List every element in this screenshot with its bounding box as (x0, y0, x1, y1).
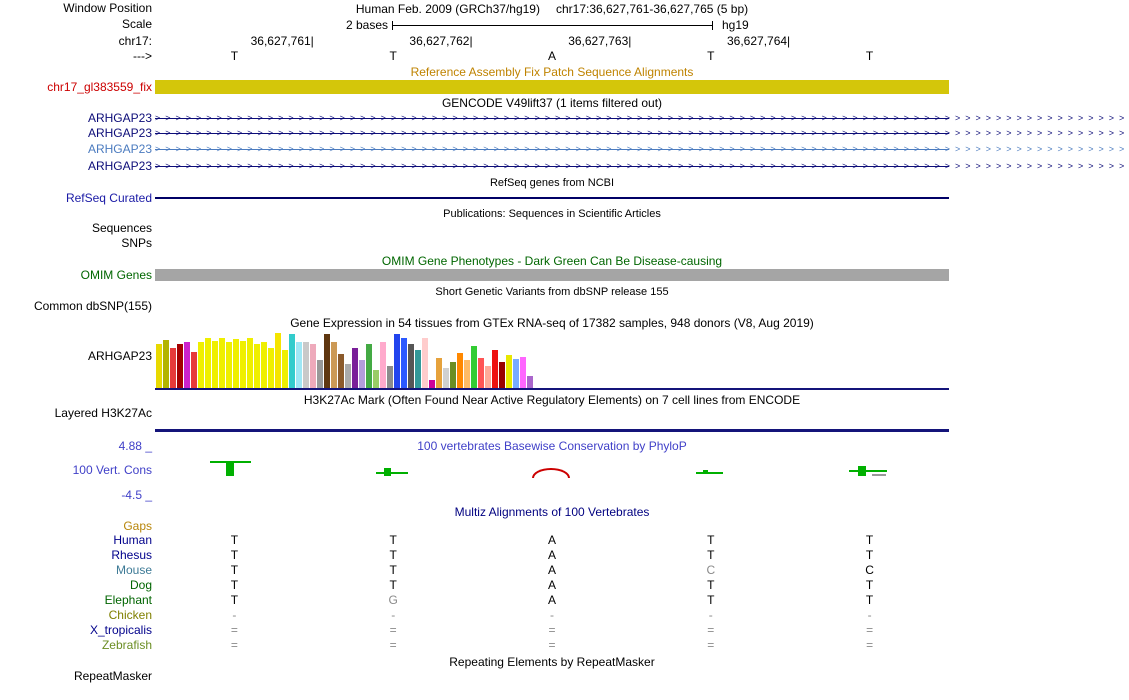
alignment-base: = (548, 638, 556, 652)
alignment-base: A (547, 578, 556, 592)
assembly-name: Human Feb. 2009 (GRCh37/hg19) (355, 2, 540, 16)
alignment-base: = (389, 623, 397, 637)
refseq-curated-label[interactable]: RefSeq Curated (65, 191, 152, 205)
gtex-bar[interactable] (366, 344, 372, 388)
coordinate-label: 36,627,763| (568, 34, 632, 48)
alignment-base: - (391, 608, 396, 622)
gencode-gene-label[interactable]: ARHGAP23 (87, 142, 152, 156)
gtex-bar[interactable] (247, 338, 253, 388)
gtex-bar[interactable] (226, 342, 232, 388)
gtex-bar[interactable] (520, 357, 526, 388)
alignment-base: G (388, 593, 398, 607)
fix-patch-label[interactable]: chr17_gl383559_fix (47, 80, 152, 94)
gtex-bar[interactable] (331, 342, 337, 388)
gtex-expression-chart[interactable] (156, 330, 533, 388)
h3k27ac-track-line[interactable] (155, 429, 949, 432)
alignment-base: T (230, 533, 239, 547)
omim-label[interactable]: OMIM Genes (80, 268, 152, 282)
reference-base: T (230, 49, 239, 63)
gtex-bar[interactable] (436, 358, 442, 388)
alignment-base: T (865, 548, 874, 562)
alignment-base: A (547, 548, 556, 562)
gtex-bar[interactable] (310, 344, 316, 388)
gencode-gene-label[interactable]: ARHGAP23 (87, 126, 152, 140)
scale-label: Scale (121, 17, 152, 31)
window-position-label: Window Position (63, 1, 152, 15)
reference-base: T (865, 49, 874, 63)
conservation-mark (696, 472, 723, 474)
gencode-transcript[interactable]: >>>>>>>>>>>>>>>>>>>>>>>>>>>>>>>>>>>>>>>>>>>>>>>>>>>>>>>>>>>>>>>>>>>>>>>>>>>>>>>>>>>>>>>>>>>>>>> (155, 128, 1129, 138)
refseq-title: RefSeq genes from NCBI (489, 177, 615, 189)
chrom-label: chr17: (118, 34, 152, 48)
alignment-base: - (867, 608, 872, 622)
species-label[interactable]: Human (113, 533, 152, 547)
refseq-track-line[interactable] (155, 197, 949, 199)
conservation-mark (849, 470, 887, 472)
alignment-base: = (866, 638, 874, 652)
multiz-title: Multiz Alignments of 100 Vertebrates (454, 505, 650, 519)
h3k27ac-label[interactable]: Layered H3K27Ac (54, 406, 152, 420)
alignment-base: T (865, 578, 874, 592)
coordinate-label: 36,627,761| (250, 34, 314, 48)
alignment-base: - (550, 608, 554, 622)
omim-bar[interactable] (155, 269, 949, 281)
scale-value: 2 bases (345, 18, 388, 32)
alignment-base: T (707, 548, 715, 562)
species-label[interactable]: Chicken (108, 608, 152, 622)
gtex-bar[interactable] (289, 334, 295, 388)
gtex-bar[interactable] (429, 380, 435, 388)
alignment-base: T (865, 533, 874, 547)
cons-max-label: 4.88 _ (118, 439, 152, 453)
gtex-bar[interactable] (352, 348, 358, 388)
species-label[interactable]: Rhesus (111, 548, 152, 562)
gtex-bar[interactable] (478, 358, 484, 388)
gtex-bar[interactable] (471, 346, 477, 388)
conservation-mark (858, 466, 866, 476)
species-label[interactable]: Elephant (104, 593, 152, 607)
publications-title: Publications: Sequences in Scientific Articles (443, 208, 661, 220)
gencode-gene-label[interactable]: ARHGAP23 (87, 159, 152, 173)
gtex-bar[interactable] (324, 334, 330, 388)
alignment-base: C (865, 563, 874, 577)
gtex-bar[interactable] (485, 366, 491, 388)
alignment-base: A (547, 593, 556, 607)
alignment-base: = (548, 623, 556, 637)
alignment-base: = (389, 638, 397, 652)
conservation-mark (872, 474, 886, 476)
conservation-mark (703, 470, 708, 474)
gencode-transcript[interactable]: >>>>>>>>>>>>>>>>>>>>>>>>>>>>>>>>>>>>>>>>>>>>>>>>>>>>>>>>>>>>>>>>>>>>>>>>>>>>>>>>>>>>>>>>>>>>>>> (155, 144, 1129, 154)
coordinate-label: 36,627,764| (727, 34, 791, 48)
gtex-bar[interactable] (261, 342, 267, 388)
alignment-base: T (865, 593, 874, 607)
gtex-bar[interactable] (219, 338, 225, 388)
reference-base: T (389, 49, 397, 63)
gencode-gene-label[interactable]: ARHGAP23 (87, 111, 152, 125)
gtex-bar[interactable] (163, 340, 169, 388)
direction-label: ---> (133, 49, 152, 63)
alignment-base: = (866, 623, 874, 637)
gtex-bar[interactable] (191, 352, 197, 388)
cons-title: 100 vertebrates Basewise Conservation by PhyloP (417, 439, 687, 453)
gtex-bar[interactable] (359, 360, 365, 388)
gtex-bar[interactable] (513, 359, 519, 388)
gtex-gene-label[interactable]: ARHGAP23 (87, 349, 152, 363)
species-label[interactable]: X_tropicalis (89, 623, 152, 637)
conservation-mark (384, 468, 391, 476)
gtex-title: Gene Expression in 54 tissues from GTEx RNA-seq of 17382 samples, 948 donors (V8, Aug 2019) (290, 316, 814, 330)
gtex-bar[interactable] (401, 338, 407, 388)
alignment-base: = (230, 638, 238, 652)
gtex-bar[interactable] (156, 344, 162, 388)
reference-base: A (547, 49, 556, 63)
repeatmasker-label[interactable]: RepeatMasker (73, 669, 152, 683)
cons-min-label: -4.5 _ (121, 488, 152, 502)
species-label[interactable]: Zebrafish (101, 638, 152, 652)
dbsnp-label[interactable]: Common dbSNP(155) (33, 299, 152, 313)
gtex-bar[interactable] (184, 342, 190, 388)
alignment-base: T (707, 578, 715, 592)
gtex-bar[interactable] (254, 344, 260, 388)
alignment-base: A (547, 533, 556, 547)
alignment-base: T (230, 578, 239, 592)
current-position: chr17:36,627,761-36,627,765 (5 bp) (555, 2, 749, 16)
sequences-label[interactable]: Sequences (91, 221, 152, 235)
cons-label[interactable]: 100 Vert. Cons (72, 463, 152, 477)
fix-patch-bar[interactable] (155, 80, 949, 94)
alignment-base: = (707, 623, 715, 637)
species-label[interactable]: Mouse (115, 563, 152, 577)
gtex-bar[interactable] (443, 368, 449, 388)
gtex-bar[interactable] (415, 350, 421, 388)
gtex-bar[interactable] (527, 376, 533, 388)
gtex-bar[interactable] (345, 364, 351, 388)
alignment-base: T (389, 548, 397, 562)
alignment-base: C (706, 563, 716, 577)
species-label[interactable]: Dog (129, 578, 152, 592)
gtex-bar[interactable] (464, 360, 470, 388)
gtex-bar[interactable] (457, 353, 463, 388)
repeatmasker-title: Repeating Elements by RepeatMasker (449, 655, 655, 669)
alignment-base: - (232, 608, 237, 622)
gencode-transcript[interactable]: >>>>>>>>>>>>>>>>>>>>>>>>>>>>>>>>>>>>>>>>>>>>>>>>>>>>>>>>>>>>>>>>>>>>>>>>>>>>>>>>>>>>>>>>>>>>>>> (155, 161, 1129, 171)
gtex-bar[interactable] (394, 334, 400, 388)
omim-title: OMIM Gene Phenotypes - Dark Green Can Be Disease-causing (381, 254, 723, 268)
genome-label: hg19 (722, 18, 749, 32)
gtex-bar[interactable] (275, 333, 281, 388)
alignment-base: T (230, 563, 239, 577)
gtex-bar[interactable] (268, 348, 274, 388)
h3k27ac-title: H3K27Ac Mark (Often Found Near Active Regulatory Elements) on 7 cell lines from ENCODE (303, 393, 801, 407)
gtex-bar[interactable] (303, 342, 309, 388)
alignment-base: T (389, 578, 397, 592)
conservation-mark (376, 472, 408, 474)
reference-base: T (707, 49, 715, 63)
gtex-bar[interactable] (212, 341, 218, 388)
coordinate-label: 36,627,762| (409, 34, 473, 48)
alignment-base: T (707, 533, 715, 547)
gtex-bar[interactable] (240, 341, 246, 388)
gtex-bar[interactable] (233, 339, 239, 388)
gtex-bar[interactable] (282, 350, 288, 388)
alignment-base: A (547, 563, 556, 577)
gtex-bar[interactable] (506, 355, 512, 388)
fix-patch-title: Reference Assembly Fix Patch Sequence Alignments (410, 65, 694, 79)
conservation-mark (532, 468, 570, 478)
gtex-bar[interactable] (177, 344, 183, 388)
alignment-base: = (707, 638, 715, 652)
gtex-bar[interactable] (408, 344, 414, 388)
alignment-base: - (708, 608, 713, 622)
gencode-transcript[interactable]: >>>>>>>>>>>>>>>>>>>>>>>>>>>>>>>>>>>>>>>>>>>>>>>>>>>>>>>>>>>>>>>>>>>>>>>>>>>>>>>>>>>>>>>>>>>>>>> (155, 113, 1129, 123)
snps-label[interactable]: SNPs (121, 236, 152, 250)
scale-bar (392, 21, 713, 30)
alignment-base: T (389, 533, 397, 547)
dbsnp-title: Short Genetic Variants from dbSNP release 155 (435, 286, 669, 298)
gtex-bar[interactable] (205, 338, 211, 388)
gtex-bar[interactable] (338, 354, 344, 388)
gtex-baseline (155, 388, 949, 390)
gtex-bar[interactable] (387, 366, 393, 388)
gtex-bar[interactable] (170, 348, 176, 388)
gtex-bar[interactable] (492, 350, 498, 388)
gtex-bar[interactable] (296, 342, 302, 388)
alignment-base: T (707, 593, 715, 607)
gtex-bar[interactable] (422, 338, 428, 388)
gtex-bar[interactable] (198, 342, 204, 388)
gtex-bar[interactable] (380, 342, 386, 388)
gtex-bar[interactable] (499, 362, 505, 388)
alignment-base: T (230, 593, 239, 607)
position-header (155, 2, 949, 16)
alignment-base: T (389, 563, 397, 577)
alignment-base: T (230, 548, 239, 562)
gtex-bar[interactable] (373, 370, 379, 388)
alignment-base: = (230, 623, 238, 637)
gaps-label[interactable]: Gaps (123, 519, 152, 533)
gtex-bar[interactable] (450, 362, 456, 388)
conservation-mark (226, 461, 234, 476)
gtex-bar[interactable] (317, 360, 323, 388)
gencode-title: GENCODE V49lift37 (1 items filtered out) (441, 96, 663, 110)
